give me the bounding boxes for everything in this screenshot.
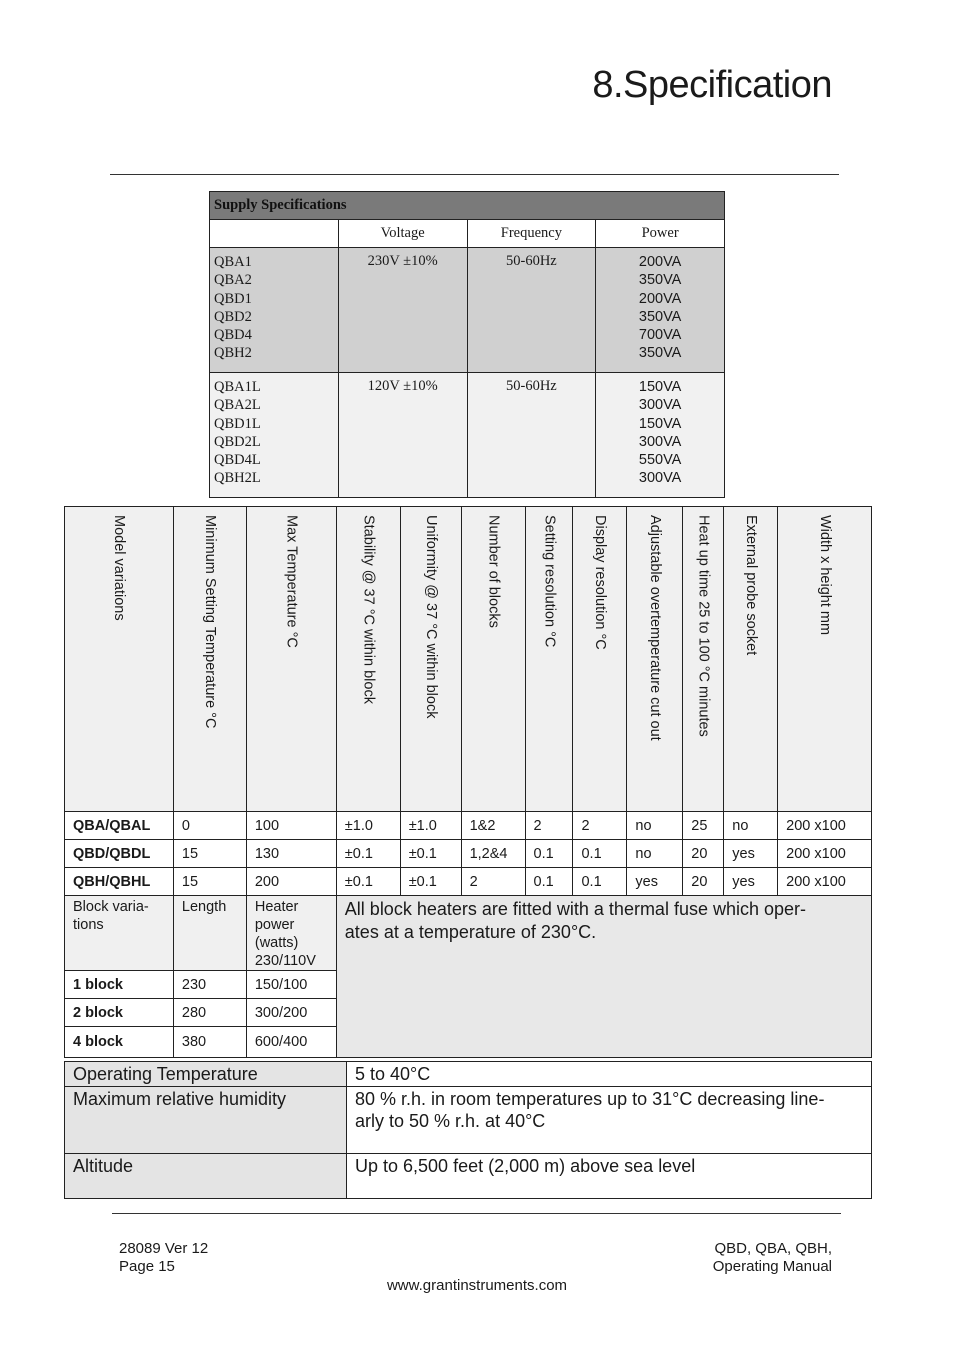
supply-blank-header	[210, 220, 339, 248]
block-length-header: Length	[173, 896, 246, 971]
block-name: 2 block	[65, 999, 174, 1027]
table-row	[65, 1062, 872, 1087]
header-heat-up-time: Heat up time 25 to 100 °C minutes	[683, 507, 724, 812]
document-version: 28089 Ver 12	[119, 1240, 209, 1257]
header-model-variations: Model variations	[65, 507, 174, 812]
table-cell: ±0.1	[400, 840, 461, 868]
table-cell: 1&2	[461, 812, 525, 840]
model-name: QBD2	[214, 308, 252, 325]
table-cell: yes	[724, 840, 778, 868]
model-name: QBA1	[214, 254, 252, 270]
power-values-cell	[596, 248, 725, 373]
table-cell: 200 x100	[778, 840, 872, 868]
header-max-temp: Max Temperature °C	[246, 507, 336, 812]
supply-specifications-table	[209, 191, 725, 498]
table-cell: 200 x100	[778, 868, 872, 896]
env-label: Altitude	[65, 1154, 347, 1199]
supply-group-230v	[210, 248, 725, 373]
table-cell: 25	[683, 812, 724, 840]
model-name: QBA1L	[214, 379, 261, 395]
power-value: 700VA	[638, 327, 682, 344]
manual-name: Operating Manual	[712, 1258, 832, 1275]
power-value: 200VA	[638, 290, 682, 307]
page-title: 8.Specification	[592, 64, 832, 106]
model-name: QBD1	[214, 290, 252, 307]
table-cell: 0.1	[525, 840, 573, 868]
voltage-value: 120V ±10%	[338, 373, 467, 498]
frequency-header: Frequency	[467, 220, 596, 248]
product-names: QBD, QBA, QBH,	[714, 1240, 832, 1257]
table-cell: 2	[461, 868, 525, 896]
supply-group-120v	[210, 373, 725, 498]
frequency-value: 50-60Hz	[467, 373, 596, 498]
model-cell: QBH/QBHL	[65, 868, 174, 896]
table-cell: 0.1	[573, 840, 627, 868]
model-name: QBA2L	[214, 397, 261, 414]
env-value: Up to 6,500 feet (2,000 m) above sea level	[347, 1154, 872, 1199]
table-cell: no	[627, 840, 683, 868]
table-cell: 200	[246, 868, 336, 896]
supply-models-cell	[210, 373, 339, 498]
power-value: 350VA	[638, 308, 682, 325]
header-stability: Stability @ 37 °C within block	[336, 507, 400, 812]
model-cell: QBD/QBDL	[65, 840, 174, 868]
header-rule	[110, 174, 839, 175]
env-value: 80 % r.h. in room temperatures up to 31°C decreasing line- arly to 50 % r.h. at 40°C	[347, 1087, 872, 1154]
power-values-cell	[596, 373, 725, 498]
table-cell: 0.1	[525, 868, 573, 896]
table-cell: 200 x100	[778, 812, 872, 840]
voltage-value: 230V ±10%	[338, 248, 467, 373]
power-value: 300VA	[638, 397, 682, 414]
header-display-resolution: Display resolution °C	[573, 507, 627, 812]
env-value: 5 to 40°C	[347, 1062, 872, 1087]
environment-table	[64, 1061, 872, 1199]
footer-right	[713, 1240, 832, 1276]
table-cell: 2	[573, 812, 627, 840]
model-name: QBD1L	[214, 415, 261, 432]
table-cell: ±1.0	[336, 812, 400, 840]
table-row	[65, 1154, 872, 1199]
header-number-of-blocks: Number of blocks	[461, 507, 525, 812]
table-row	[65, 840, 872, 868]
table-cell: 600/400	[246, 1027, 336, 1058]
header-setting-resolution: Setting resolution °C	[525, 507, 573, 812]
power-value: 150VA	[638, 415, 682, 432]
table-cell: 0	[173, 812, 246, 840]
table-cell: ±0.1	[336, 840, 400, 868]
supply-heading: Supply Specifications	[210, 192, 725, 220]
table-cell: 15	[173, 840, 246, 868]
voltage-header: Voltage	[338, 220, 467, 248]
model-name: QBA2	[214, 272, 252, 289]
table-cell: 280	[173, 999, 246, 1027]
model-cell: QBA/QBAL	[65, 812, 174, 840]
table-cell: 2	[525, 812, 573, 840]
table-cell: 300/200	[246, 999, 336, 1027]
power-value: 150VA	[638, 379, 682, 395]
page-number: Page 15	[119, 1258, 175, 1275]
table-cell: ±0.1	[400, 868, 461, 896]
table-cell: 100	[246, 812, 336, 840]
table-cell: 380	[173, 1027, 246, 1058]
frequency-value: 50-60Hz	[467, 248, 596, 373]
footer-rule	[112, 1213, 841, 1214]
model-name: QBD2L	[214, 433, 261, 450]
header-external-probe: External probe socket	[724, 507, 778, 812]
table-cell: 150/100	[246, 971, 336, 999]
footer-left	[119, 1240, 208, 1276]
table-row	[65, 1087, 872, 1154]
thermal-fuse-note: All block heaters are fitted with a thermal fuse which oper- ates at a temperature of 230°C.	[336, 896, 871, 1058]
table-cell: yes	[724, 868, 778, 896]
power-value: 300VA	[638, 433, 682, 450]
table-cell: 1,2&4	[461, 840, 525, 868]
table-row	[65, 812, 872, 840]
header-uniformity: Uniformity @ 37 °C within block	[400, 507, 461, 812]
block-variations-header: Block varia- tions	[65, 896, 174, 971]
model-specifications-table	[64, 506, 872, 1058]
table-cell: no	[724, 812, 778, 840]
header-overtemperature-cutout: Adjustable overtemperature cut out	[627, 507, 683, 812]
table-cell: 230	[173, 971, 246, 999]
model-name: QBD4	[214, 327, 252, 344]
table-cell: yes	[627, 868, 683, 896]
power-header: Power	[596, 220, 725, 248]
power-value: 350VA	[638, 272, 682, 289]
power-value: 550VA	[638, 452, 682, 469]
power-value: 200VA	[638, 254, 682, 270]
power-value: 300VA	[638, 470, 682, 487]
table-cell: 15	[173, 868, 246, 896]
table-cell: 0.1	[573, 868, 627, 896]
model-name: QBH2L	[214, 470, 261, 487]
supply-models-cell	[210, 248, 339, 373]
table-cell: ±0.1	[336, 868, 400, 896]
env-label: Maximum relative humidity	[65, 1087, 347, 1154]
heater-power-header: Heater power (watts) 230/110V	[246, 896, 336, 971]
table-row	[65, 868, 872, 896]
table-cell: 130	[246, 840, 336, 868]
website-link: www.grantinstruments.com	[386, 1277, 568, 1294]
table-cell: ±1.0	[400, 812, 461, 840]
table-cell: 20	[683, 840, 724, 868]
env-label: Operating Temperature	[65, 1062, 347, 1087]
block-name: 4 block	[65, 1027, 174, 1058]
table-cell: 20	[683, 868, 724, 896]
block-name: 1 block	[65, 971, 174, 999]
power-value: 350VA	[638, 345, 682, 362]
model-name: QBD4L	[214, 452, 261, 469]
table-cell: no	[627, 812, 683, 840]
model-name: QBH2	[214, 345, 252, 362]
header-min-setting-temp: Minimum Setting Temperature °C	[173, 507, 246, 812]
header-width-height: Width x height mm	[778, 507, 872, 812]
